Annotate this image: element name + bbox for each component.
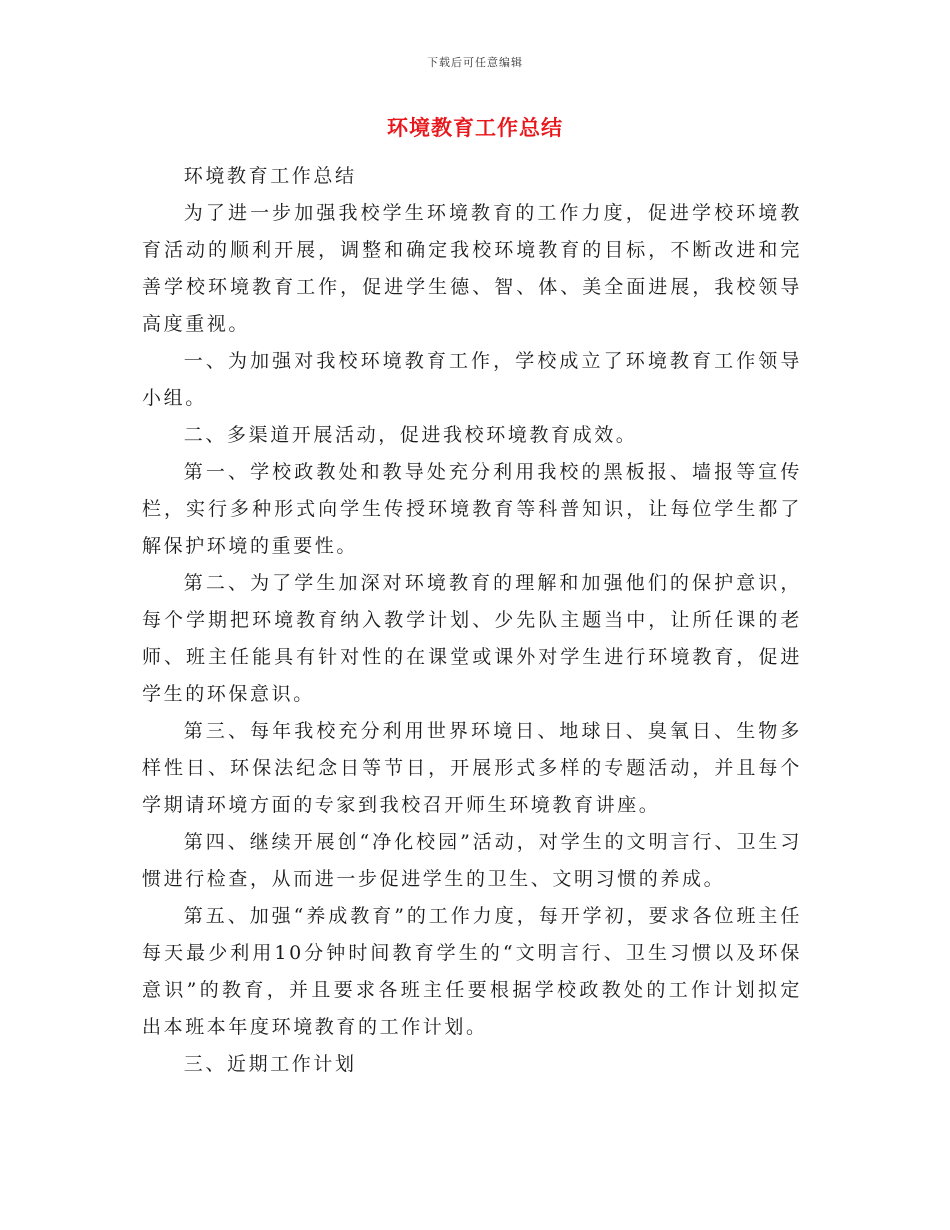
paragraph-item-4: 第四、继续开展创“净化校园”活动，对学生的文明言行、卫生习惯进行检查，从而进一步促进学生的卫生、文明习惯的养成。 xyxy=(142,831,802,890)
paragraph-item-5: 第五、加强“养成教育”的工作力度，每开学初，要求各位班主任每天最少利用10分钟时间教育学生的“文明言行、卫生习惯以及环保意识”的教育，并且要求各班主任要根据学校政教处的工作计划拟定出本班本年度环境教育的工作计划。 xyxy=(142,905,802,1038)
document-body xyxy=(142,158,802,1083)
paragraph-intro: 为了进一步加强我校学生环境教育的工作力度，促进学校环境教育活动的顺利开展，调整和确定我校环境教育的目标，不断改进和完善学校环境教育工作，促进学生德、智、体、美全面进展，我校领导高度重视。 xyxy=(142,202,802,335)
paragraph-item-3: 第三、每年我校充分利用世界环境日、地球日、臭氧日、生物多样性日、环保法纪念日等节日，开展形式多样的专题活动，并且每个学期请环境方面的专家到我校召开师生环境教育讲座。 xyxy=(142,720,802,816)
paragraph-item-2: 第二、为了学生加深对环境教育的理解和加强他们的保护意识，每个学期把环境教育纳入教学计划、少先队主题当中，让所任课的老师、班主任能具有针对性的在课堂或课外对学生进行环境教育，促进学生的环保意识。 xyxy=(142,572,802,705)
paragraph-subtitle: 环境教育工作总结 xyxy=(183,165,357,187)
document-title: 环境教育工作总结 xyxy=(387,115,563,140)
header-note: 下载后可任意编辑 xyxy=(427,56,523,69)
paragraph-section-1: 一、为加强对我校环境教育工作，学校成立了环境教育工作领导小组。 xyxy=(142,350,802,409)
paragraph-section-3: 三、近期工作计划 xyxy=(183,1053,357,1075)
paragraph-section-2: 二、多渠道开展活动，促进我校环境教育成效。 xyxy=(183,424,638,446)
paragraph-item-1: 第一、学校政教处和教导处充分利用我校的黑板报、墙报等宣传栏，实行多种形式向学生传授环境教育等科普知识，让每位学生都了解保护环境的重要性。 xyxy=(142,461,802,557)
